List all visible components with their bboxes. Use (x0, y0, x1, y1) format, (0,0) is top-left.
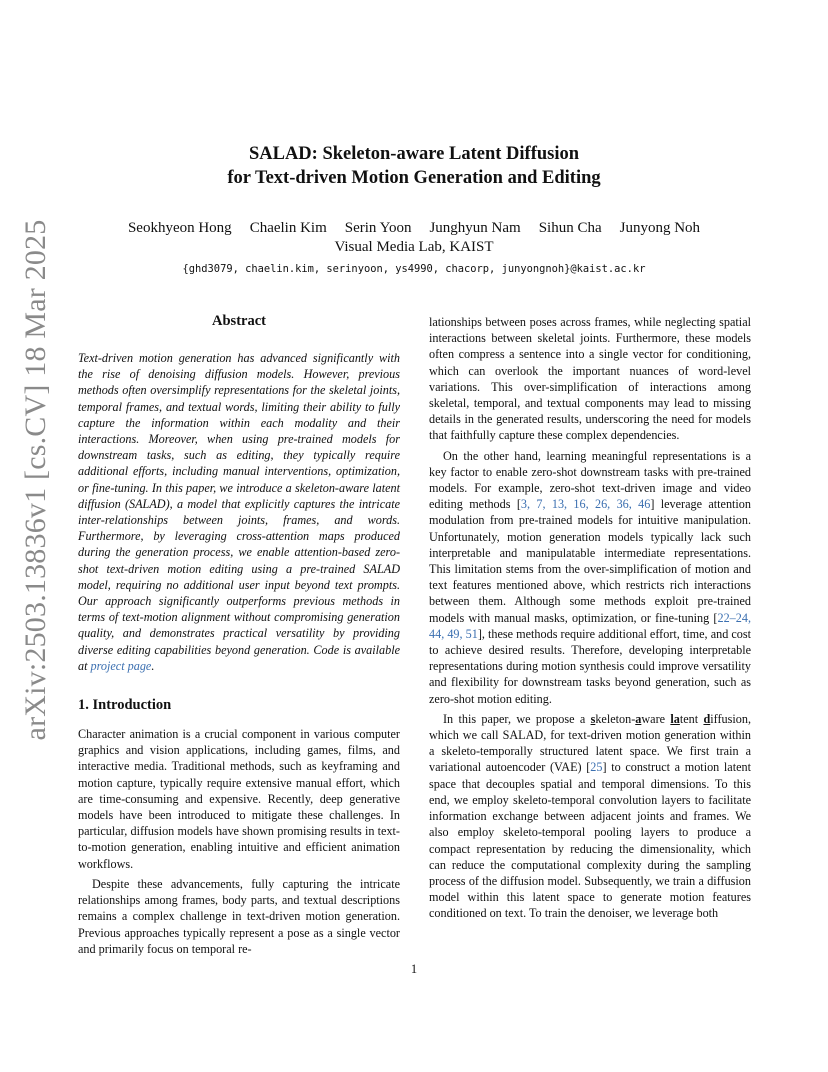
acronym-letter: la (670, 711, 680, 726)
text-run: iffusion, which we call SALAD, for text-driven motion generation within a skeleto-temporally structured latent space. We first train a variational autoencoder (VAE) [ (429, 711, 751, 775)
body-paragraph (429, 448, 751, 707)
text-run: In this paper, we propose a (443, 711, 591, 726)
acronym-letter: s (590, 711, 596, 726)
title-line-1: SALAD: Skeleton-aware Latent Diffusion (248, 144, 580, 164)
abstract-heading: Abstract (212, 313, 266, 329)
citation-links[interactable]: 3, 7, 13, 16, 26, 36, 46 (520, 497, 651, 512)
author-name: Serin Yoon (344, 220, 412, 236)
citation-links[interactable]: 22–24, 44, 49, 51 (429, 610, 751, 641)
section-heading-introduction: 1. Introduction (78, 697, 172, 714)
body-paragraph (429, 711, 751, 922)
text-run: ware (641, 711, 671, 726)
author-emails: {ghd3079, chaelin.kim, serinyoon, ys4990, chacorp, junyongnoh}@kaist.ac.kr (182, 263, 646, 275)
author-name: Chaelin Kim (249, 220, 327, 236)
abstract-body: Text-driven motion generation has advanced significantly with the rise of denoising diffusion models. However, previous methods often oversimplify representations for the skeletal joints, temporal frames, and textual words, limiting their ability to fully capture the information within each modality and their interactions. Moreover, when using pre-trained models for downstream tasks, such as editing, they typically require additional efforts, including manual interventions, optimization, or fine-tuning. In this paper, we introduce a skeleton-aware latent diffusion (SALAD), a model that explicitly captures the intricate inter-relationships between joints, frames, and words. Furthermore, by leveraging cross-attention maps produced during the generation process, we enable attention-based zero-shot text-driven motion editing using a pre-trained SALAD model, requiring no additional user input beyond text prompts. Our approach significantly outperforms previous methods in terms of text-motion alignment without compromising generation quality, and demonstrates practical versatility by providing diverse editing capabilities beyond generation. Code is available at (78, 351, 400, 673)
right-column (429, 314, 751, 922)
acronym-letter: a (635, 711, 642, 726)
author-name: Junghyun Nam (429, 220, 521, 236)
title-line-2: for Text-driven Motion Generation and Editing (227, 168, 601, 188)
author-list (0, 218, 828, 238)
page-number: 1 (410, 962, 418, 976)
intro-paragraph: Character animation is a crucial component in various computer graphics and vision applications, including games, films, and interactive media. Traditional methods, such as keyframing and motion capture, typically require extensive manual effort, which are time-consuming and expensive. Recently, deep generative models have been introduced to mitigate these challenges. In particular, diffusion models have shown promising results in text-to-motion generation, enabling intuitive and efficient animation workflows. (78, 727, 400, 871)
arxiv-identifier-stamp (14, 219, 58, 741)
author-name: Junyong Noh (619, 220, 701, 236)
paper-title (0, 142, 828, 190)
arxiv-id-text: arXiv:2503.13836v1 [cs.CV] 18 Mar 2025 (19, 219, 52, 741)
abstract-text (78, 350, 400, 674)
project-page-link[interactable]: project page (90, 658, 152, 673)
text-run: ], these methods require additional effort, time, and cost to achieve desired results. Therefore, developing interpretable representations during motion synthesis could improve versatility and flexibility for downstream tasks beyond generation, such as zero-shot motion editing. (429, 626, 752, 706)
author-name: Seokhyeon Hong (127, 220, 232, 236)
text-run: On the other hand, learning meaningful representations is a key factor to enable zero-shot downstream tasks with pre-trained models. For example, zero-shot text-driven image and video editing methods [ (429, 448, 751, 512)
body-paragraph: lationships between poses across frames, while neglecting spatial interactions between skeletal joints. Furthermore, these models often compress a sentence into a single vector for conditioning, which can overlook the important nuances of word-level variations. This over-simplification of interactions among skeletal, temporal, and textual components may lead to missing details in the generated results, underscoring the need for models that faithfully capture these complex dependencies. (429, 315, 751, 443)
acronym-letter: d (703, 711, 711, 726)
text-run: tent (679, 711, 704, 726)
left-column (78, 312, 400, 957)
intro-paragraph: Despite these advancements, fully capturing the intricate relationships among frames, body parts, and textual descriptions remains a complex challenge in text-driven motion generation. Previous approaches typically represent a pose as a single vector and primarily focus on temporal re- (78, 876, 400, 956)
abstract-end: . (151, 658, 155, 673)
affiliation: Visual Media Lab, KAIST (334, 239, 494, 255)
author-name: Sihun Cha (538, 220, 602, 236)
text-run: ] leverage attention modulation from pre-trained models for intuitive manipulation. Unfortunately, motion generation models typically lack such interpretable and manipulatable intermediate representations. This limitation stems from the over-simplification of motion and text features mentioned above, which restricts rich interactions between them. Although some methods exploit pre-trained models with manual masks, optimization, or fine-tuning [ (429, 497, 751, 625)
text-run: keleton- (595, 711, 636, 726)
citation-link[interactable]: 25 (590, 760, 603, 775)
text-run: ] to construct a motion latent space that decouples spatial and temporal dimensions. To this end, we employ skeleto-temporal convolution layers to facilitate information exchange between adjacent joints and frames. We also employ skeleto-temporal pooling layers to produce a compact representation by reducing the dimensionality, which can reduce the computational complexity during the sampling process of the diffusion model. Subsequently, we train a diffusion model within this latent space to generate motion features conditioned on text. To train the denoiser, we leverage both (429, 760, 751, 921)
